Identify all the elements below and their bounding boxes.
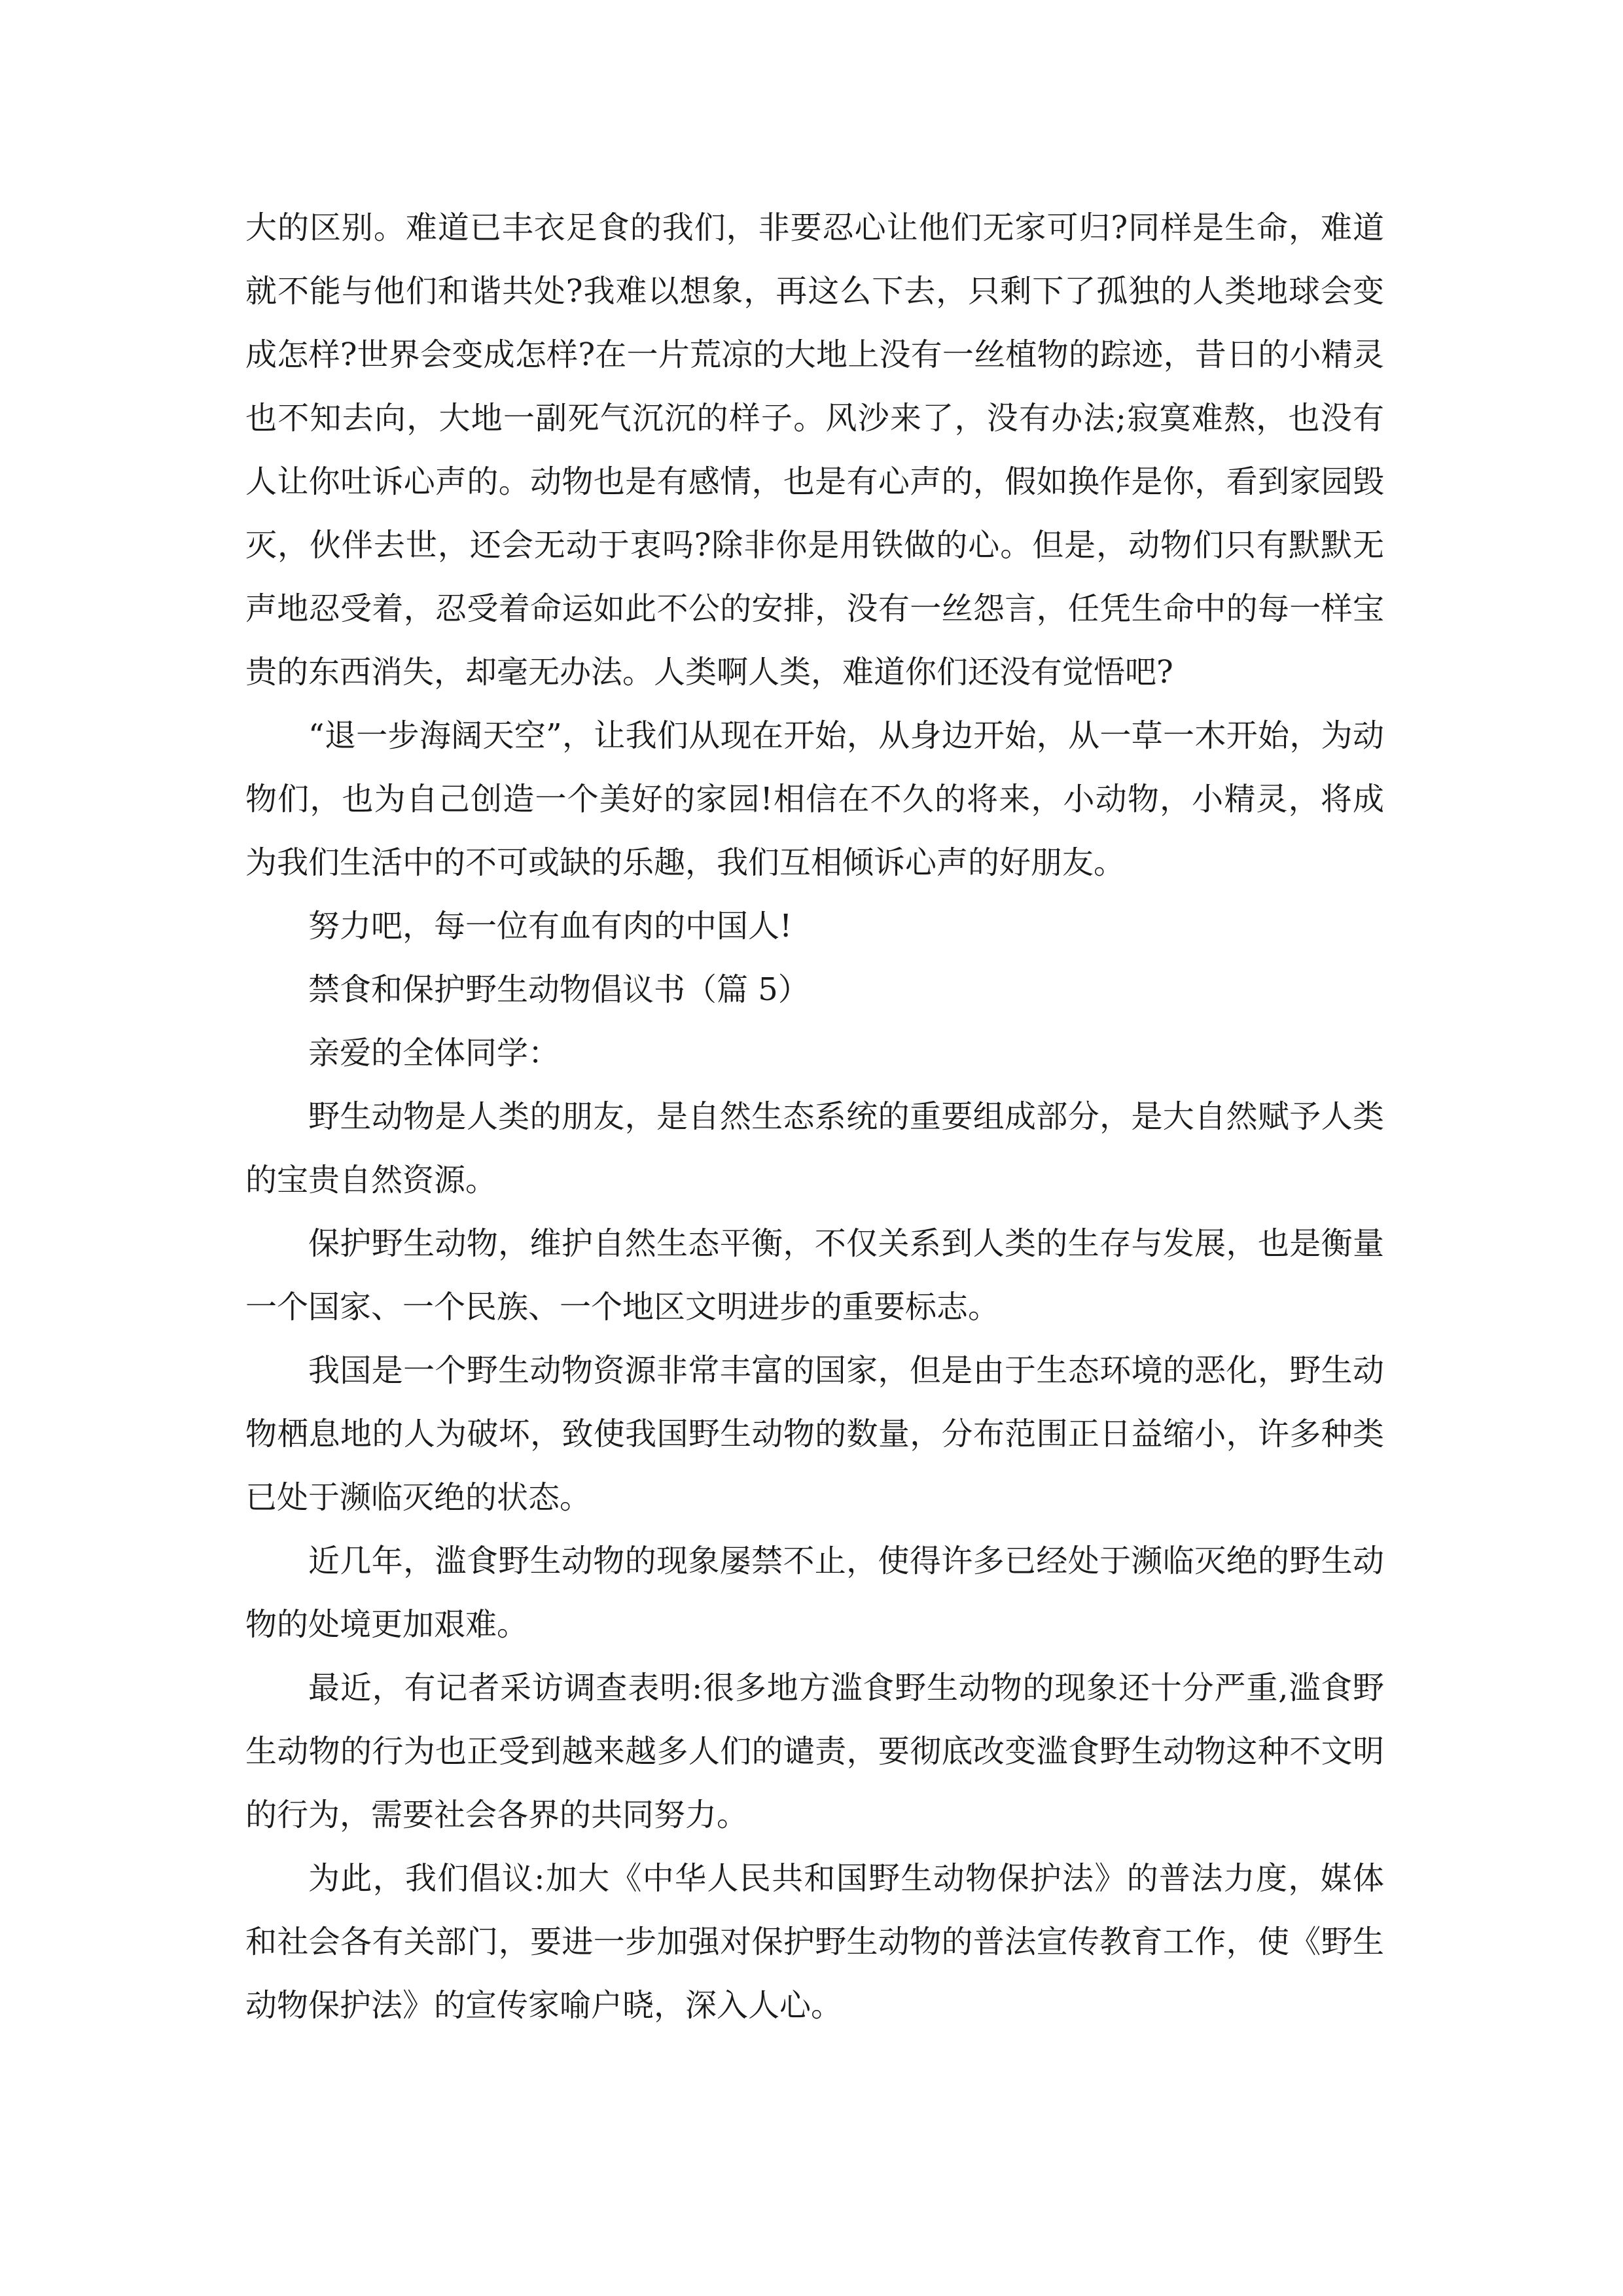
section-title: 禁食和保护野生动物倡议书（篇 5） [308, 971, 810, 1008]
paragraph: 保护野生动物，维护自然生态平衡，不仅关系到人类的生存与发展，也是衡量一个国家、一个民族、一个地区文明进步的重要标志。 [245, 1225, 1384, 1325]
paragraph: “退一步海阔天空”，让我们从现在开始，从身边开始，从一草一木开始，为动物们，也为自己创造一个美好的家园!相信在不久的将来，小动物，小精灵，将成为我们生活中的不可或缺的乐趣，我们互相倾诉心声的好朋友。 [245, 717, 1384, 881]
paragraph: 最近，有记者采访调查表明:很多地方滥食野生动物的现象还十分严重,滥食野生动物的行为也正受到越来越多人们的谴责，要彻底改变滥食野生动物这种不文明的行为，需要社会各界的共同努力。 [245, 1670, 1384, 1833]
salutation: 亲爱的全体同学： [308, 1035, 560, 1071]
paragraph: 为此，我们倡议:加大《中华人民共和国野生动物保护法》的普法力度，媒体和社会各有关部门，要进一步加强对保护野生动物的普法宣传教育工作，使《野生动物保护法》的宣传家喻户晓，深入人心。 [245, 1860, 1384, 2024]
paragraph: 近几年，滥食野生动物的现象屡禁不止，使得许多已经处于濒临灭绝的野生动物的处境更加艰难。 [245, 1543, 1384, 1643]
paragraph: 野生动物是人类的朋友，是自然生态系统的重要组成部分，是大自然赋予人类的宝贵自然资源。 [245, 1098, 1384, 1198]
paragraph: 努力吧，每一位有血有肉的中国人! [308, 908, 793, 944]
paragraph: 我国是一个野生动物资源非常丰富的国家，但是由于生态环境的恶化，野生动物栖息地的人为破坏，致使我国野生动物的数量，分布范围正日益缩小，许多种类已处于濒临灭绝的状态。 [245, 1352, 1384, 1516]
document-body [245, 196, 1384, 2037]
paragraph-continuation: 大的区别。难道已丰衣足食的我们，非要忍心让他们无家可归?同样是生命，难道就不能与他们和谐共处?我难以想象，再这么下去，只剩下了孤独的人类地球会变成怎样?世界会变成怎样?在一片荒凉的大地上没有一丝植物的踪迹，昔日的小精灵也不知去向，大地一副死气沉沉的样子。风沙来了，没有办法;寂寞难熬，也没有人让你吐诉心声的。动物也是有感情，也是有心声的，假如换作是你，看到家园毁灭，伙伴去世，还会无动于衷吗?除非你是用铁做的心。但是，动物们只有默默无声地忍受着，忍受着命运如此不公的安排，没有一丝怨言，任凭生命中的每一样宝贵的东西消失，却毫无办法。人类啊人类，难道你们还没有觉悟吧? [245, 209, 1384, 691]
